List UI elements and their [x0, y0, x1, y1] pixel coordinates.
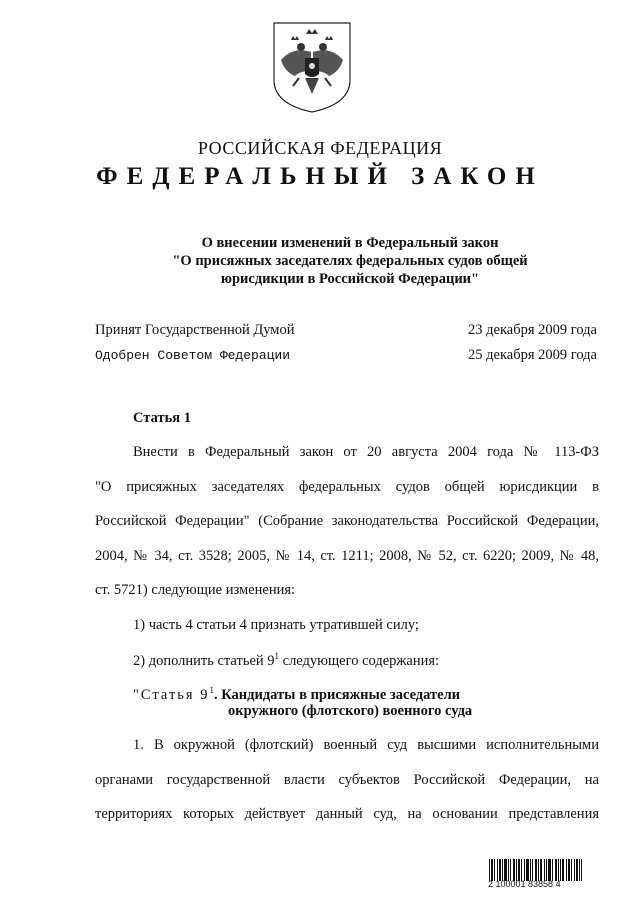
barcode-number: 2 100001 83858 4: [488, 879, 561, 889]
paragraph-line: Внести в Федеральный закон от 20 августа 2004 года № 113-ФЗ: [133, 444, 599, 460]
new-article-title-line-2: окружного (флотского) военного суда: [228, 703, 473, 719]
law-type: ФЕДЕРАЛЬНЫЙ ЗАКОН: [96, 163, 544, 190]
paragraph-line: территориях которых действует данный суд, на основании представления: [95, 806, 599, 822]
paragraph-line: "О присяжных заседателях федеральных судов общей юрисдикции в: [95, 479, 599, 495]
country-name: РОССИЙСКАЯ ФЕДЕРАЦИЯ: [197, 138, 443, 158]
list-item-text: 2) дополнить статьей 9: [133, 652, 275, 669]
barcode: [489, 855, 583, 881]
law-title-line-3: юрисдикции в Российской Федерации": [220, 271, 480, 287]
paragraph-line: 2004, № 34, ст. 3528; 2005, № 14, ст. 1211; 2008, № 52, ст. 6220; 2009, № 48,: [95, 548, 599, 564]
council-approval-label: Одобрен Советом Федерации: [95, 348, 291, 363]
law-title-line-1: О внесении изменений в Федеральный закон: [201, 235, 499, 251]
list-item-text: следующего содержания:: [279, 652, 440, 669]
superscript: 1: [209, 685, 214, 695]
list-item: [133, 651, 439, 670]
new-article-prefix: "Статья 9: [133, 686, 210, 703]
new-article-heading: [133, 685, 460, 704]
paragraph-line: 1. В окружной (флотский) военный суд высшими исполнительными: [133, 737, 599, 753]
paragraph-line: ст. 5721) следующие изменения:: [95, 582, 296, 598]
article-heading: Статья 1: [133, 410, 191, 426]
double-headed-eagle-icon: [271, 20, 353, 114]
duma-adoption-date: 23 декабря 2009 года: [468, 322, 597, 338]
paragraph-line: органами государственной власти субъектов Российской Федерации, на: [95, 772, 599, 788]
new-article-title: . Кандидаты в присяжные заседатели: [213, 686, 461, 703]
superscript: 1: [274, 651, 280, 661]
council-approval-date: 25 декабря 2009 года: [468, 347, 597, 363]
list-item: 1) часть 4 статьи 4 признать утратившей силу;: [133, 617, 419, 633]
duma-adoption-label: Принят Государственной Думой: [95, 322, 295, 338]
law-title-line-2: "О присяжных заседателях федеральных судов общей: [172, 253, 528, 269]
state-emblem: [271, 20, 353, 114]
law-title: [140, 234, 560, 288]
paragraph-line: Российской Федерации" (Собрание законодательства Российской Федерации,: [95, 513, 599, 529]
